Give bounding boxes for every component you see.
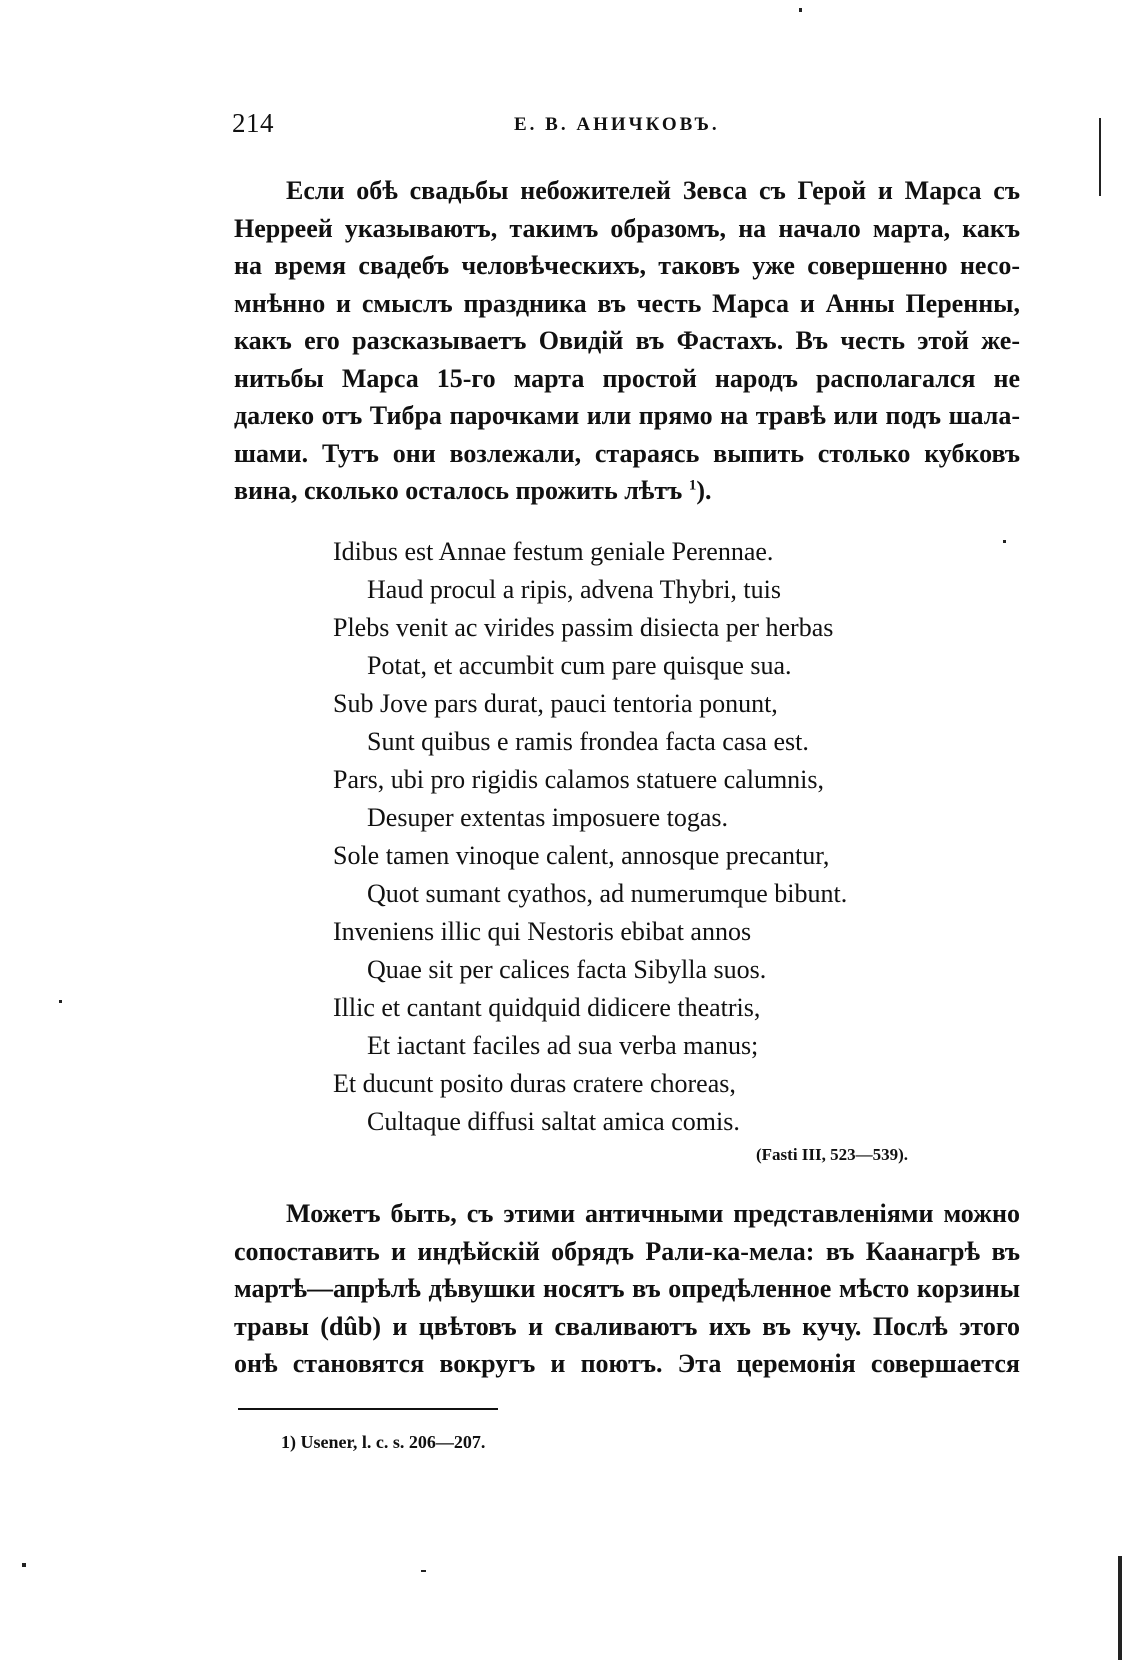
page-header — [232, 108, 1022, 144]
text-line: Можетъ быть, съ этими античными представленіями можно — [286, 1199, 1020, 1228]
verse-line: Cultaque diffusi saltat amica comis. — [367, 1107, 740, 1136]
verse-line: Haud procul a ripis, advena Thybri, tuis — [367, 575, 781, 604]
verse-line: Inveniens illic qui Nestoris ebibat annos — [333, 917, 752, 946]
text-line: Если обѣ свадьбы небожителей Зевса съ Герой и Марса съ — [286, 176, 1020, 205]
verse-line: Desuper extentas imposuere togas. — [367, 803, 729, 832]
scan-dot — [1003, 540, 1006, 543]
scan-dot — [421, 1570, 426, 1572]
text-line: на время свадебъ человѣческихъ, таковъ уже совершенно несо- — [234, 251, 1020, 280]
text-line: мнѣнно и смыслъ праздника въ честь Марса и Анны Перенны, — [234, 288, 1020, 318]
paragraph-1 — [234, 172, 1020, 510]
footnote-text: 1) Usener, l. c. s. 206—207. — [281, 1432, 486, 1452]
paragraph-2 — [234, 1195, 1020, 1383]
scan-edge-mark — [1118, 1556, 1122, 1660]
text-line: травы (dûb) и цвѣтовъ и сваливаютъ ихъ въ кучу. Послѣ этого — [234, 1311, 1020, 1341]
verse-line: Sunt quibus e ramis frondea facta casa est. — [367, 727, 809, 756]
text-line: далеко отъ Тибра парочками или прямо на травѣ или подъ шала- — [234, 401, 1020, 430]
verse-line: Sub Jove pars durat, pauci tentoria ponunt, — [333, 689, 778, 718]
verse-line: Sole tamen vinoque calent, annosque precantur, — [333, 841, 830, 870]
verse-line: Quae sit per calices facta Sibylla suos. — [367, 955, 767, 984]
verse-line: Idibus est Annae festum geniale Perennae. — [333, 537, 774, 566]
text-line-last — [234, 472, 1020, 510]
text-line: Нерреей указываютъ, такимъ образомъ, на начало марта, какъ — [234, 213, 1020, 243]
running-head: Е. В. АНИЧКОВЪ. — [514, 114, 720, 135]
scan-dot — [59, 1000, 62, 1003]
verse-line: Illic et cantant quidquid didicere theatris, — [333, 993, 761, 1022]
text-line: сопоставить и индѣйскій обрядъ Рали-ка-мела: въ Каанагрѣ въ — [234, 1236, 1020, 1266]
text-line: какъ его разсказываетъ Овидій въ Фастахъ. Въ честь этой же- — [234, 326, 1020, 355]
scan-dot — [22, 1563, 26, 1567]
text-line: нитьбы Марса 15-го марта простой народъ располагался не — [234, 363, 1020, 393]
verse-line: Pars, ubi pro rigidis calamos statuere calumnis, — [333, 765, 825, 794]
text-line: онѣ становятся вокругъ и поютъ. Эта церемонія совершается — [234, 1349, 1020, 1378]
footnote-divider — [238, 1408, 498, 1410]
text-fragment: ). — [696, 476, 712, 505]
verse-citation: (Fasti III, 523—539). — [756, 1145, 909, 1164]
verse-line: Plebs venit ac virides passim disiecta per herbas — [333, 613, 834, 642]
verse-line: Quot sumant cyathos, ad numerumque bibunt. — [367, 879, 848, 908]
scan-dot — [799, 8, 802, 12]
text-line: шами. Тутъ они возлежали, стараясь выпить столько кубковъ — [234, 438, 1020, 468]
latin-verse-quote — [333, 533, 973, 1141]
text-fragment: вина, сколько осталось прожить лѣтъ — [234, 476, 683, 505]
verse-line: Et ducunt posito duras cratere choreas, — [333, 1069, 736, 1098]
verse-line: Et iactant faciles ad sua verba manus; — [367, 1031, 759, 1060]
scan-edge-mark — [1099, 118, 1101, 196]
text-line: мартѣ—апрѣлѣ дѣвушки носятъ въ опредѣленное мѣсто корзины — [234, 1274, 1020, 1303]
footnote-reference[interactable]: 1 — [688, 477, 697, 494]
page-number: 214 — [232, 108, 274, 138]
verse-line: Potat, et accumbit cum pare quisque sua. — [367, 651, 792, 680]
